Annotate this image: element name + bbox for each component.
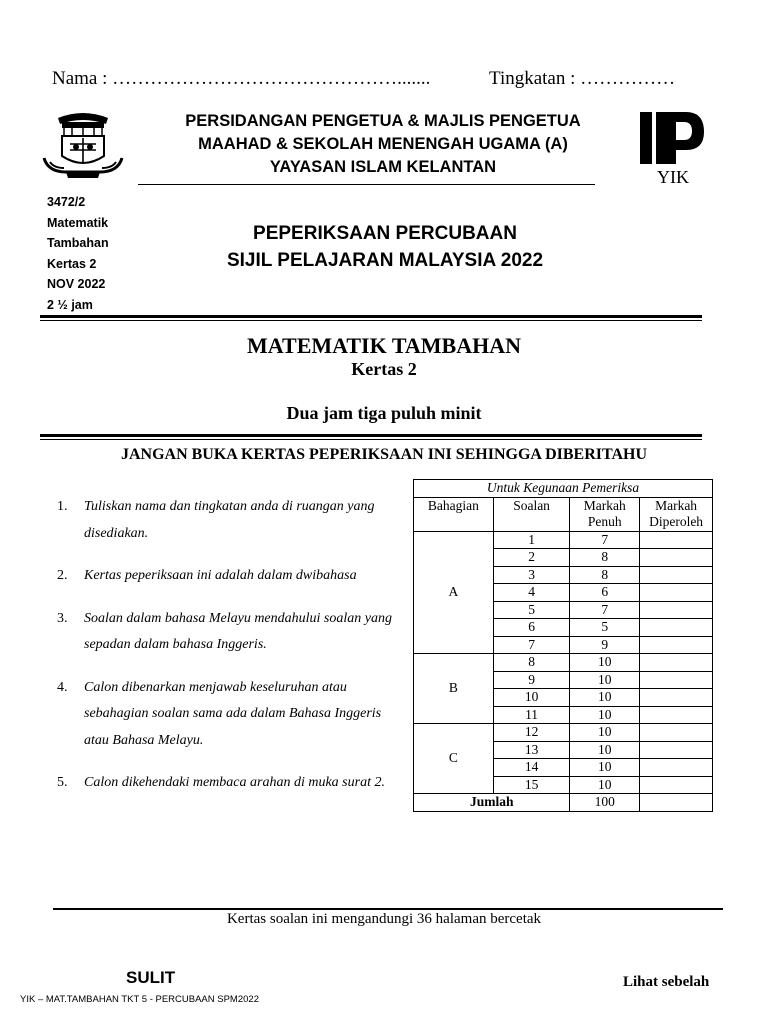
instruction-item: [57, 770, 397, 797]
subject-title: MATEMATIK TAMBAHAN: [247, 333, 521, 358]
instruction-text: Soalan dalam bahasa Melayu mendahului soalan yang sepadan dalam bahasa Inggeris.: [84, 610, 392, 652]
total-label: Jumlah: [414, 794, 570, 812]
question-number-cell: 11: [493, 706, 570, 724]
full-marks-cell: 7: [570, 601, 640, 619]
name-class-line: [52, 68, 752, 90]
full-marks-cell: 10: [570, 671, 640, 689]
instruction-number: 1.: [57, 499, 68, 514]
meta-subject-1: Matematik: [47, 215, 109, 230]
instruction-item: [57, 494, 397, 547]
warning-text: JANGAN BUKA KERTAS PEPERIKSAAN INI SEHINGGA DIBERITAHU: [120, 446, 648, 463]
obtained-marks-cell[interactable]: [640, 671, 713, 689]
question-number-cell: 15: [493, 776, 570, 794]
divider-thick: [40, 315, 702, 318]
obtained-marks-cell[interactable]: [640, 776, 713, 794]
table-row: [414, 654, 713, 672]
org-line-3: YAYASAN ISLAM KELANTAN: [269, 158, 497, 176]
obtained-marks-cell[interactable]: [640, 549, 713, 567]
exam-title-line-1: PEPERIKSAAN PERCUBAAN: [253, 223, 517, 244]
obtained-marks-cell[interactable]: [640, 706, 713, 724]
organization-header: [138, 110, 628, 179]
full-marks-cell: 10: [570, 759, 640, 777]
instruction-text: Calon dikehendaki membaca arahan di muka surat 2.: [84, 775, 385, 790]
table-row: [414, 531, 713, 549]
full-marks-cell: 8: [570, 566, 640, 584]
divider-thick-2: [40, 434, 702, 437]
yik-logo-text: YIK: [657, 167, 689, 186]
instruction-item: [57, 675, 397, 755]
header-question: Soalan: [493, 497, 570, 531]
full-marks-cell: 10: [570, 654, 640, 672]
class-label: Tingkatan : ……………: [489, 68, 676, 89]
instruction-item: [57, 563, 397, 590]
org-line-2: MAAHAD & SEKOLAH MENENGAH UGAMA (A): [198, 135, 568, 153]
table-caption: Untuk Kegunaan Pemeriksa: [414, 480, 713, 498]
full-marks-cell: 10: [570, 776, 640, 794]
section-cell: B: [414, 654, 494, 724]
full-marks-cell: 8: [570, 549, 640, 567]
full-marks-cell: 5: [570, 619, 640, 637]
instruction-text: Kertas peperiksaan ini adalah dalam dwibahasa: [84, 568, 357, 583]
yik-logo-icon: [638, 110, 708, 186]
org-divider: [138, 184, 595, 185]
full-marks-cell: 10: [570, 706, 640, 724]
section-cell: A: [414, 531, 494, 654]
meta-subject-2: Tambahan: [47, 236, 109, 251]
question-number-cell: 9: [493, 671, 570, 689]
confidential-label: SULIT: [126, 968, 176, 987]
question-number-cell: 1: [493, 531, 570, 549]
duration-text: Dua jam tiga puluh minit: [286, 403, 482, 423]
paper-code: 3472/2: [47, 195, 86, 209]
instruction-number: 2.: [57, 568, 68, 583]
footer-code: YIK – MAT.TAMBAHAN TKT 5 - PERCUBAAN SPM2022: [20, 994, 259, 1005]
meta-paper: Kertas 2: [47, 256, 97, 271]
instruction-number: 4.: [57, 679, 68, 695]
question-number-cell: 13: [493, 741, 570, 759]
obtained-marks-cell[interactable]: [640, 689, 713, 707]
marks-table-body: [414, 531, 713, 794]
instruction-number: 5.: [57, 775, 68, 790]
exam-title: [200, 220, 570, 274]
divider-thin-2: [40, 439, 702, 440]
full-marks-cell: 6: [570, 584, 640, 602]
question-number-cell: 5: [493, 601, 570, 619]
meta-duration: 2 ½ jam: [47, 297, 93, 312]
divider-thin: [40, 320, 702, 321]
instruction-text: Tuliskan nama dan tingkatan anda di ruangan yang disediakan.: [84, 499, 375, 541]
obtained-marks-cell[interactable]: [640, 566, 713, 584]
obtained-marks-cell[interactable]: [640, 654, 713, 672]
full-marks-cell: 7: [570, 531, 640, 549]
instruction-text: Calon dibenarkan menjawab keseluruhan atau sebahagian soalan sama ada dalam Bahasa Inggeris atau Bahasa Melayu.: [84, 679, 382, 748]
total-value: 100: [570, 794, 640, 812]
paper-title: Kertas 2: [351, 359, 417, 379]
meta-date: NOV 2022: [47, 277, 106, 292]
obtained-marks-cell[interactable]: [640, 619, 713, 637]
question-number-cell: 2: [493, 549, 570, 567]
obtained-marks-cell[interactable]: [640, 724, 713, 742]
table-row: [414, 724, 713, 742]
org-line-1: PERSIDANGAN PENGETUA & MAJLIS PENGETUA: [185, 112, 581, 130]
marks-table: [413, 479, 713, 812]
exam-title-line-2: SIJIL PELAJARAN MALAYSIA 2022: [226, 250, 544, 271]
footer-divider: [53, 908, 723, 910]
full-marks-cell: 10: [570, 689, 640, 707]
obtained-marks-cell[interactable]: [640, 531, 713, 549]
instructions-list: [57, 494, 397, 813]
instruction-number: 3.: [57, 610, 68, 626]
obtained-marks-cell[interactable]: [640, 584, 713, 602]
obtained-marks-cell[interactable]: [640, 759, 713, 777]
question-number-cell: 7: [493, 636, 570, 654]
total-obtained-cell[interactable]: [640, 794, 713, 812]
obtained-marks-cell[interactable]: [640, 601, 713, 619]
header-obtained-marks: Markah Diperoleh: [640, 497, 713, 531]
obtained-marks-cell[interactable]: [640, 636, 713, 654]
header-section: Bahagian: [414, 497, 494, 531]
turn-over-label: Lihat sebelah: [623, 974, 710, 990]
name-label: Nama : ……………………………………….......: [52, 68, 431, 89]
page-count-note: Kertas soalan ini mengandungi 36 halaman bercetak: [226, 911, 542, 927]
crest-logo-icon: [40, 106, 126, 180]
full-marks-cell: 10: [570, 724, 640, 742]
question-number-cell: 3: [493, 566, 570, 584]
paper-meta: [47, 192, 109, 316]
question-number-cell: 4: [493, 584, 570, 602]
question-number-cell: 12: [493, 724, 570, 742]
full-marks-cell: 10: [570, 741, 640, 759]
obtained-marks-cell[interactable]: [640, 741, 713, 759]
question-number-cell: 8: [493, 654, 570, 672]
question-number-cell: 6: [493, 619, 570, 637]
question-number-cell: 10: [493, 689, 570, 707]
instruction-item: [57, 606, 397, 659]
full-marks-cell: 9: [570, 636, 640, 654]
question-number-cell: 14: [493, 759, 570, 777]
section-cell: C: [414, 724, 494, 794]
header-full-marks: Markah Penuh: [570, 497, 640, 531]
